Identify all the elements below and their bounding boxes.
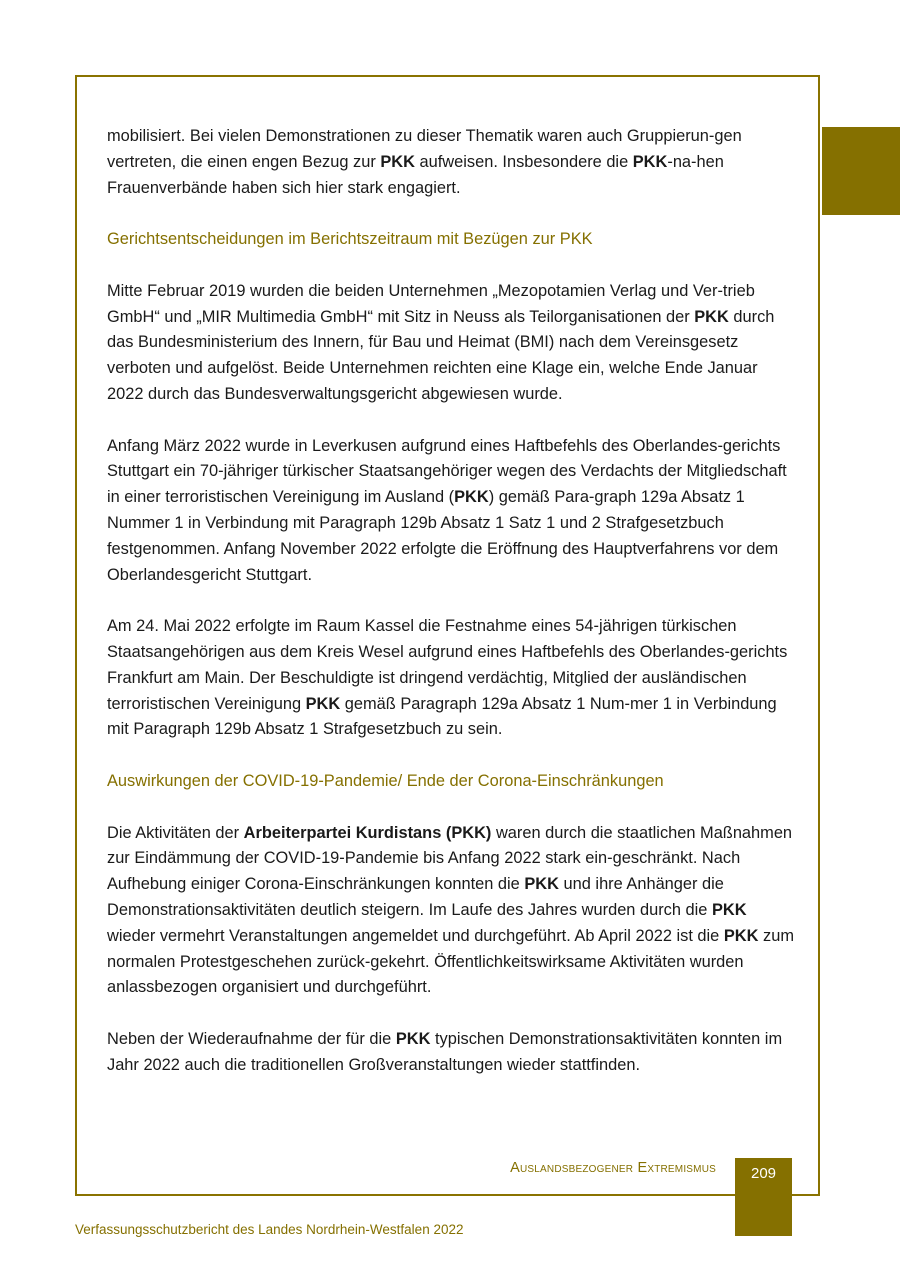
text-run: waren durch die staatlichen Maßnahmen zur Eindämmung der COVID-19-Pandemie bis Anfang 2022 stark ein-geschränkt. Nach Aufhebung einiger Corona-Einschränkungen konnten die <box>107 823 793 894</box>
text-run: Am 24. Mai 2022 erfolgte im Raum Kassel die Festnahme eines 54-jährigen türkischen Staatsangehörigen aus dem Kreis Wesel aufgrund eines Haftbefehls des Oberlandes-gerichts Frankfurt am Main. Der Beschuldigte ist dringend verdächtig, Mitglied der ausländischen terroristischen Vereinigung <box>107 617 788 713</box>
bold-text-run: PKK <box>723 926 759 945</box>
running-footer-section: Auslandsbezogener Extremismus <box>510 1160 716 1176</box>
text-run: durch das Bundesministerium des Innern, für Bau und Heimat (BMI) nach dem Vereinsgesetz verboten und aufgelöst. Beide Unternehmen reichten eine Klage ein, welche Ende Januar 2022 durch das Bundesverwaltungsgericht abgewiesen wurde. <box>107 307 775 403</box>
text-run: Die Aktivitäten der <box>107 823 244 842</box>
text-run: gemäß Paragraph 129a Absatz 1 Num-mer 1 in Verbindung mit Paragraph 129b Absatz 1 Strafgesetzbuch zu sein. <box>107 694 777 739</box>
chapter-tab-marker <box>822 127 900 215</box>
body-text <box>107 124 797 1104</box>
text-run: ) gemäß Para-graph 129a Absatz 1 Nummer 1 in Verbindung mit Paragraph 129b Absatz 1 Satz 1 und 2 Strafgesetzbuch festgenommen. Anfang November 2022 erfolgte die Eröffnung des Hauptverfahrens vor dem Oberlandesgericht Stuttgart. <box>107 488 779 584</box>
text-run: Anfang März 2022 wurde in Leverkusen aufgrund eines Haftbefehls des Oberlandes-gerichts Stuttgart ein 70-jähriger türkischer Staatsangehöriger wegen des Verdachts der Mitgliedschaft in einer terroristischen Vereinigung im Ausland ( <box>107 436 787 507</box>
paragraph-6 <box>107 1027 797 1079</box>
bold-text-run: PKK <box>380 152 415 171</box>
bold-text-run: Arbeiterpartei Kurdistans (PKK) <box>243 823 492 842</box>
bold-text-run: PKK <box>694 307 729 326</box>
bold-text-run: PKK <box>632 152 668 171</box>
text-run: Neben der Wiederaufnahme der für die <box>107 1029 396 1048</box>
bold-text-run: PKK <box>454 488 489 507</box>
page-number: 209 <box>750 1165 777 1182</box>
text-run: -na-hen Frauenverbände haben sich hier stark engagiert. <box>107 152 724 197</box>
paragraph-4 <box>107 614 797 743</box>
paragraph-5 <box>107 821 797 1002</box>
bold-text-run: PKK <box>711 900 747 919</box>
bold-text-run: PKK <box>305 694 341 713</box>
bold-text-run: PKK <box>524 875 559 894</box>
text-run: typischen Demonstrationsaktivitäten konnten im Jahr 2022 auch die traditionellen Großveranstaltungen wieder stattfinden. <box>107 1029 783 1074</box>
text-run: Mitte Februar 2019 wurden die beiden Unternehmen „Mezopotamien Verlag und Ver-trieb GmbH“ und „MIR Multimedia GmbH“ mit Sitz in Neuss als Teilorganisationen der <box>107 281 755 326</box>
page-number-box <box>735 1158 792 1236</box>
text-run: wieder vermehrt Veranstaltungen angemeldet und durchgeführt. Ab April 2022 ist die <box>107 926 724 945</box>
bold-text-run: PKK <box>395 1029 431 1048</box>
section-heading-court-decisions: Gerichtsentscheidungen im Berichtszeitraum mit Bezügen zur PKK <box>107 230 593 249</box>
paragraph-3 <box>107 434 797 589</box>
publication-title: Verfassungsschutzbericht des Landes Nordrhein-Westfalen 2022 <box>75 1222 464 1237</box>
text-run: mobilisiert. Bei vielen Demonstrationen zu dieser Thematik waren auch Gruppierun-gen vertreten, die einen engen Bezug zur <box>107 127 742 171</box>
section-heading-covid: Auswirkungen der COVID-19-Pandemie/ Ende der Corona-Einschränkungen <box>107 771 664 790</box>
paragraph-2 <box>107 279 797 408</box>
text-run: aufweisen. Insbesondere die <box>414 152 633 171</box>
text-run: zum normalen Protestgeschehen zurück-gekehrt. Öffentlichkeitswirksame Aktivitäten wurden anlassbezogen organisiert und durchgeführt. <box>107 926 794 997</box>
paragraph-1 <box>107 124 797 201</box>
text-run: und ihre Anhänger die Demonstrationsaktivitäten deutlich steigern. Im Laufe des Jahres wurden durch die <box>107 875 724 919</box>
